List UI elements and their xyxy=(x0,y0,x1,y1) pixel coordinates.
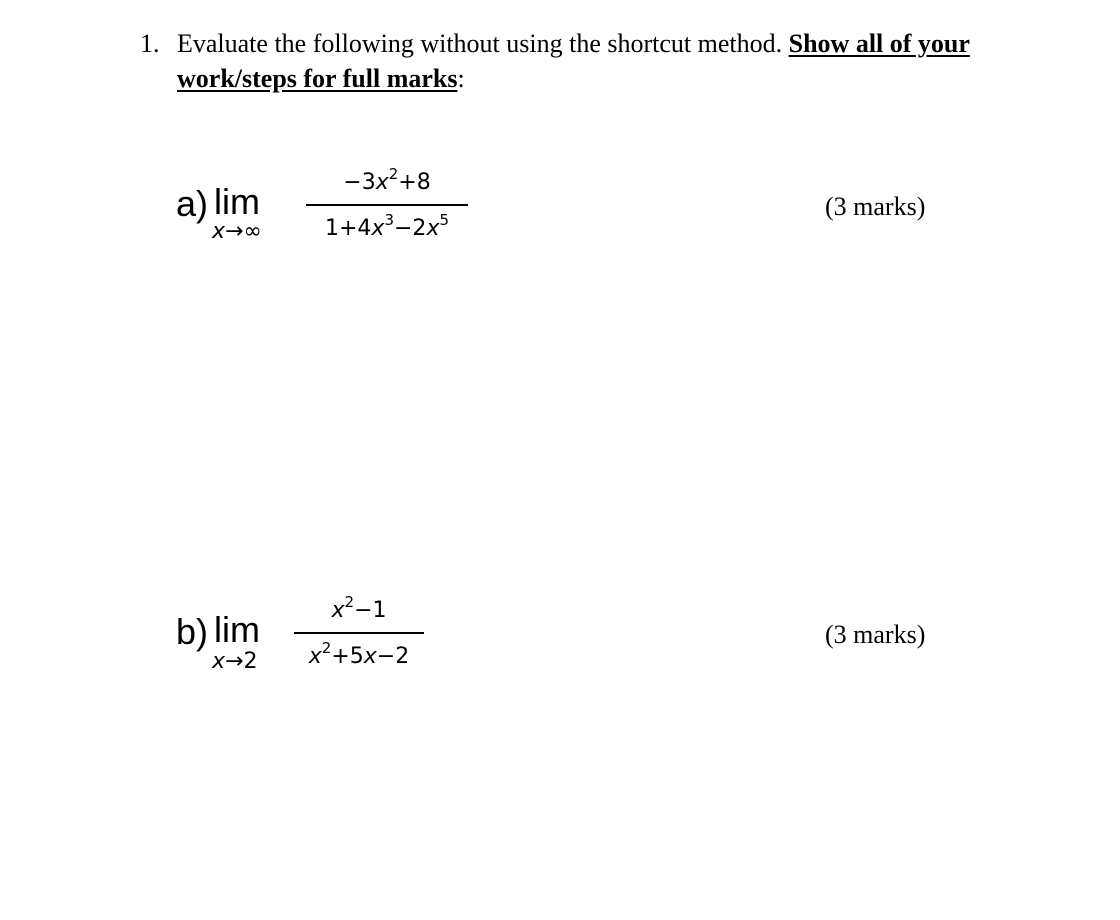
limit-operator: lim xyxy=(214,609,260,650)
part-label: b) xyxy=(176,611,209,652)
part-b xyxy=(176,588,956,678)
limit-operator: lim xyxy=(214,181,260,222)
limit-target: 2 xyxy=(243,649,258,674)
instruction-colon: : xyxy=(457,64,465,93)
instruction-emphasis-text: Show all of your work/steps for full marks xyxy=(177,29,970,93)
numerator-exponent: 2 xyxy=(344,592,355,611)
numerator xyxy=(306,164,468,196)
denominator-start: 1+4 xyxy=(324,216,372,241)
numerator xyxy=(294,592,424,624)
numerator-constant: +8 xyxy=(398,170,431,195)
limit-subscript xyxy=(212,650,257,674)
limit-variable: x xyxy=(212,649,226,674)
limit-target: ∞ xyxy=(243,219,262,244)
numerator-constant: −1 xyxy=(354,598,387,623)
limit-arrow: → xyxy=(225,219,244,244)
question-instructions xyxy=(177,26,1037,96)
numerator-variable: x xyxy=(331,598,345,623)
denominator-variable-1: x xyxy=(371,216,385,241)
question-number: 1. xyxy=(140,29,160,58)
numerator-exponent: 2 xyxy=(388,164,399,183)
part-a xyxy=(176,160,956,250)
marks-label: (3 marks) xyxy=(825,620,926,649)
instruction-plain-text: Evaluate the following without using the shortcut method. xyxy=(177,29,783,58)
denominator-variable-2: x xyxy=(426,216,440,241)
denominator-variable-1: x xyxy=(308,644,322,669)
fraction xyxy=(306,166,468,246)
denominator-variable-2: x xyxy=(363,644,377,669)
fraction-bar xyxy=(294,632,424,634)
denominator xyxy=(294,638,424,670)
marks-label: (3 marks) xyxy=(825,192,926,221)
denominator-exponent-1: 2 xyxy=(321,638,332,657)
denominator xyxy=(306,210,468,242)
fraction-bar xyxy=(306,204,468,206)
numerator-sign: − xyxy=(343,170,362,195)
numerator-coefficient: 3 xyxy=(361,170,376,195)
limit-arrow: → xyxy=(225,649,244,674)
denominator-middle: +5 xyxy=(331,644,364,669)
denominator-middle: −2 xyxy=(394,216,427,241)
denominator-exponent-2: 5 xyxy=(439,210,450,229)
limit-variable: x xyxy=(212,219,226,244)
denominator-exponent-1: 3 xyxy=(384,210,394,229)
limit-subscript xyxy=(212,220,262,244)
denominator-constant: −2 xyxy=(376,644,410,669)
fraction xyxy=(294,592,424,674)
numerator-variable: x xyxy=(375,170,389,195)
part-label: a) xyxy=(176,183,209,224)
